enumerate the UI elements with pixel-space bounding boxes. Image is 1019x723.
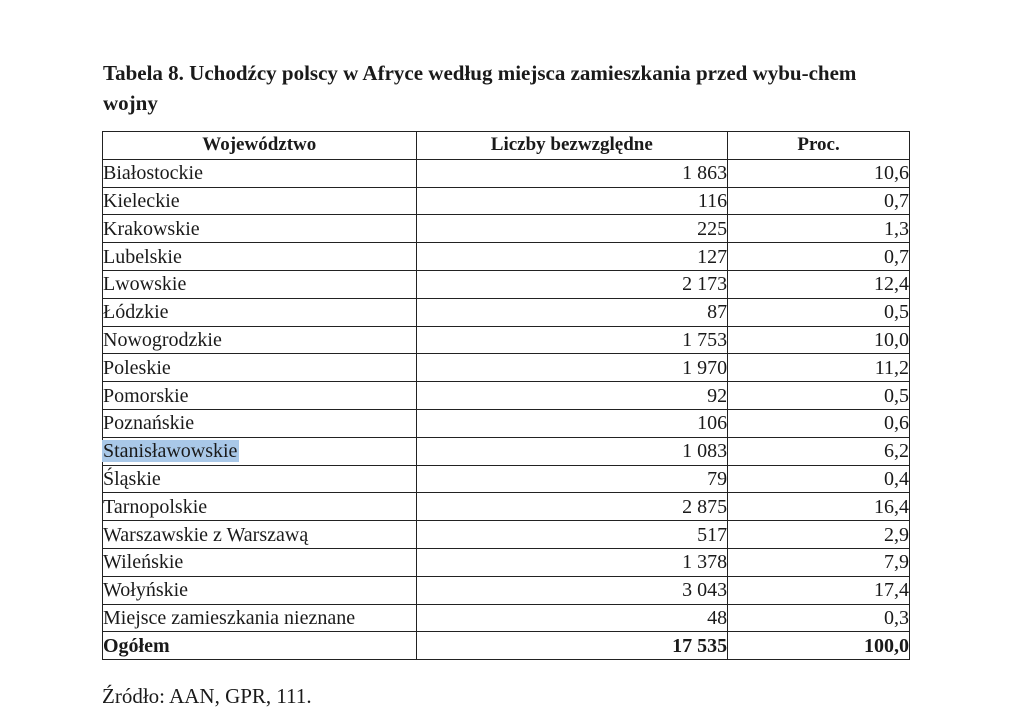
region-cell[interactable]: Warszawskie z Warszawą [103, 521, 417, 549]
table-row [103, 493, 910, 521]
absolute-cell: 3 043 [416, 576, 728, 604]
table-row [103, 465, 910, 493]
total-percent: 100,0 [728, 632, 910, 660]
table-caption: Tabela 8. Uchodźcy polscy w Afryce według miejsca zamieszkania przed wybu-chem wojny [103, 61, 857, 115]
percent-cell: 12,4 [728, 270, 910, 298]
table-row [103, 437, 910, 465]
absolute-cell: 1 970 [416, 354, 728, 382]
total-label[interactable]: Ogółem [103, 632, 417, 660]
region-cell[interactable]: Lwowskie [103, 270, 417, 298]
region-cell[interactable]: Tarnopolskie [103, 493, 417, 521]
percent-cell: 7,9 [728, 548, 910, 576]
absolute-cell: 127 [416, 243, 728, 271]
absolute-cell: 48 [416, 604, 728, 632]
percent-cell: 0,6 [728, 409, 910, 437]
absolute-cell: 1 378 [416, 548, 728, 576]
region-cell[interactable]: Poleskie [103, 354, 417, 382]
absolute-cell: 106 [416, 409, 728, 437]
source-note: Źródło: AAN, GPR, 111. [102, 684, 312, 708]
absolute-cell: 1 083 [416, 437, 728, 465]
percent-cell: 0,7 [728, 187, 910, 215]
header-region: Województwo [103, 132, 417, 160]
percent-cell: 0,3 [728, 604, 910, 632]
header-absolute: Liczby bezwzględne [416, 132, 728, 160]
absolute-cell: 1 863 [416, 159, 728, 187]
table-row [103, 354, 910, 382]
table-row [103, 298, 910, 326]
region-cell[interactable]: Wileńskie [103, 548, 417, 576]
header-row [103, 132, 910, 160]
table-row [103, 382, 910, 410]
absolute-cell: 2 875 [416, 493, 728, 521]
percent-cell: 1,3 [728, 215, 910, 243]
percent-cell: 0,7 [728, 243, 910, 271]
percent-cell: 16,4 [728, 493, 910, 521]
absolute-cell: 116 [416, 187, 728, 215]
selected-text-highlight[interactable]: Stanisławowskie [103, 440, 238, 463]
table-row [103, 521, 910, 549]
percent-cell: 0,5 [728, 298, 910, 326]
table-row [103, 215, 910, 243]
table-row [103, 576, 910, 604]
table-row [103, 548, 910, 576]
region-cell[interactable] [103, 437, 417, 465]
table-row [103, 243, 910, 271]
percent-cell: 10,6 [728, 159, 910, 187]
absolute-cell: 517 [416, 521, 728, 549]
percent-cell: 6,2 [728, 437, 910, 465]
region-cell[interactable]: Miejsce zamieszkania nieznane [103, 604, 417, 632]
region-cell[interactable]: Kieleckie [103, 187, 417, 215]
region-cell[interactable]: Nowogrodzkie [103, 326, 417, 354]
header-percent: Proc. [728, 132, 910, 160]
percent-cell: 11,2 [728, 354, 910, 382]
percent-cell: 0,4 [728, 465, 910, 493]
absolute-cell: 92 [416, 382, 728, 410]
region-cell[interactable]: Pomorskie [103, 382, 417, 410]
region-cell[interactable]: Poznańskie [103, 409, 417, 437]
region-cell[interactable]: Wołyńskie [103, 576, 417, 604]
region-cell[interactable]: Białostockie [103, 159, 417, 187]
table-row [103, 604, 910, 632]
percent-cell: 17,4 [728, 576, 910, 604]
table-row [103, 326, 910, 354]
region-cell[interactable]: Łódzkie [103, 298, 417, 326]
absolute-cell: 2 173 [416, 270, 728, 298]
percent-cell: 2,9 [728, 521, 910, 549]
total-absolute: 17 535 [416, 632, 728, 660]
table-row [103, 159, 910, 187]
region-cell[interactable]: Krakowskie [103, 215, 417, 243]
region-cell[interactable]: Lubelskie [103, 243, 417, 271]
table-row [103, 187, 910, 215]
absolute-cell: 225 [416, 215, 728, 243]
percent-cell: 0,5 [728, 382, 910, 410]
table-row [103, 270, 910, 298]
percent-cell: 10,0 [728, 326, 910, 354]
region-cell[interactable]: Śląskie [103, 465, 417, 493]
absolute-cell: 1 753 [416, 326, 728, 354]
table-row [103, 409, 910, 437]
absolute-cell: 79 [416, 465, 728, 493]
absolute-cell: 87 [416, 298, 728, 326]
refugee-table [102, 131, 910, 660]
total-row [103, 632, 910, 660]
